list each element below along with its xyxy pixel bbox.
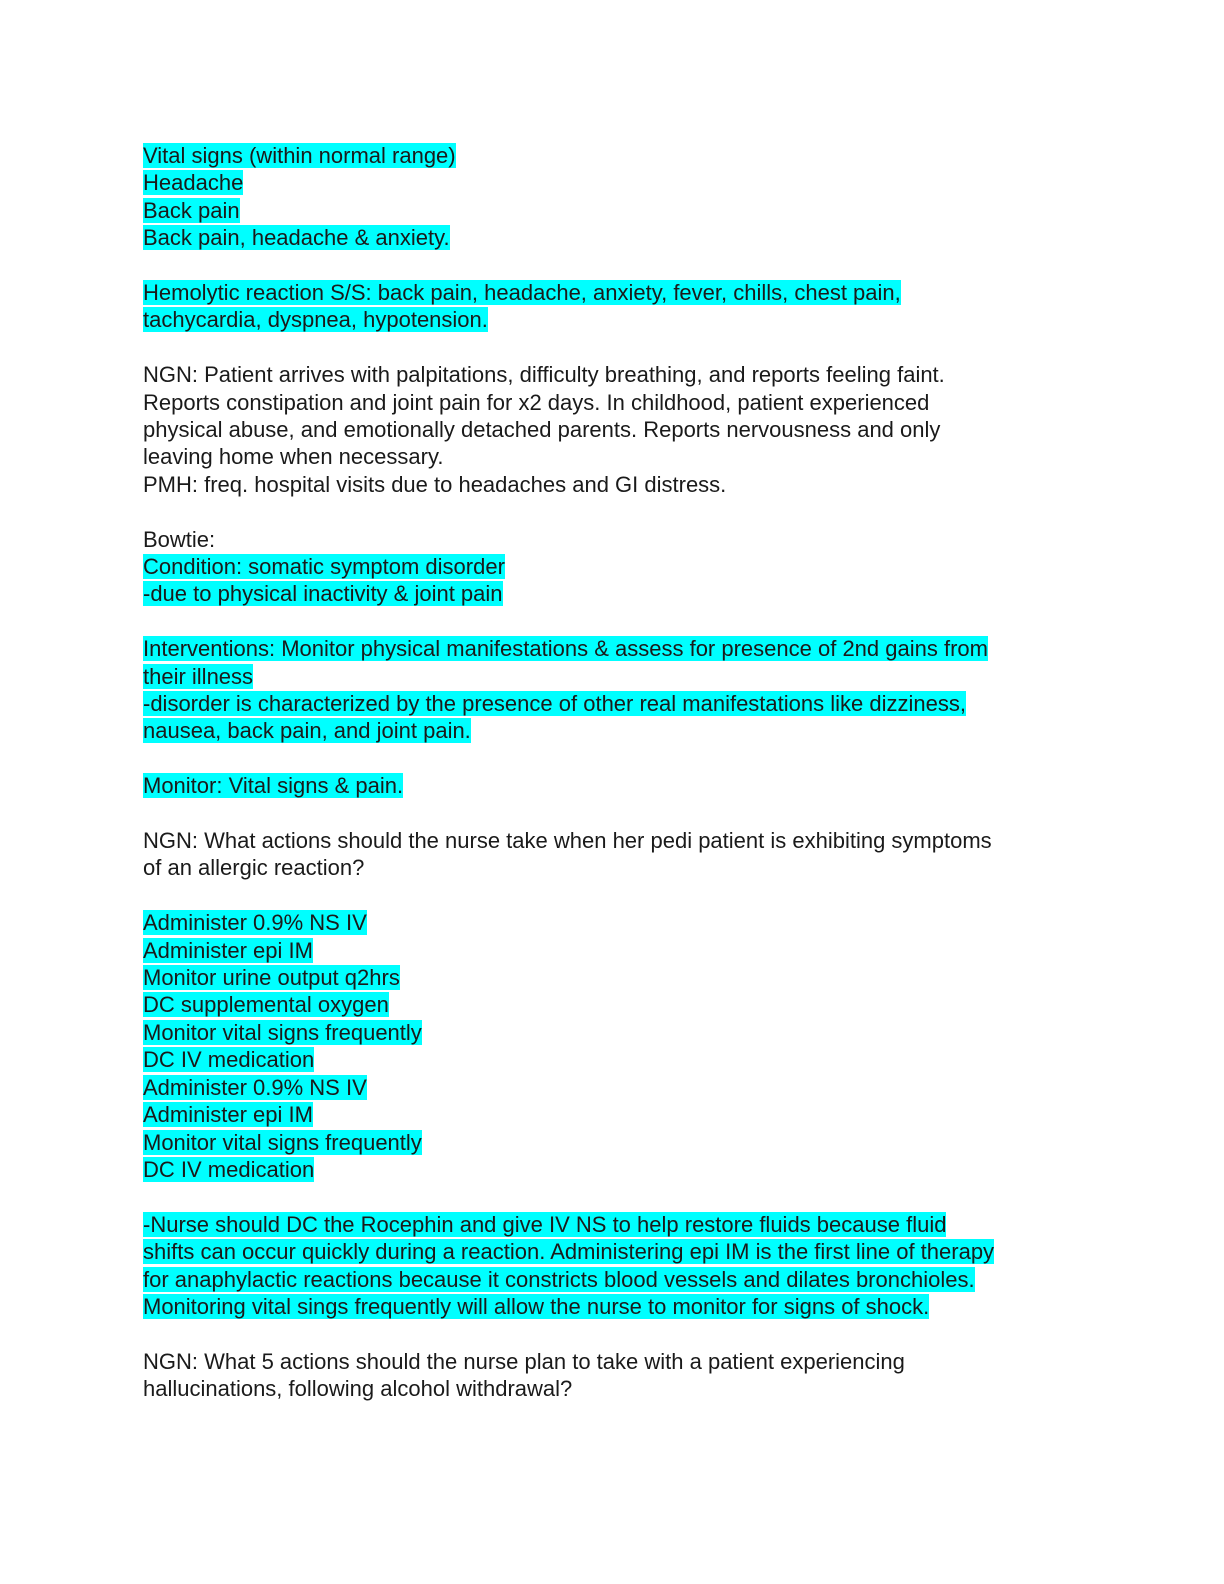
highlighted-text: nausea, back pain, and joint pain. <box>143 718 471 744</box>
text-line <box>143 1238 1083 1265</box>
text-line <box>143 443 1083 470</box>
text-line <box>143 361 1083 388</box>
text-line <box>143 1101 1083 1128</box>
text-line <box>143 306 1083 333</box>
text-line <box>143 279 1083 306</box>
highlighted-text: DC IV medication <box>143 1156 315 1182</box>
highlighted-text: Back pain <box>143 197 240 223</box>
text-line <box>143 1074 1083 1101</box>
body-text: Bowtie: <box>143 526 216 552</box>
text-line <box>143 854 1083 881</box>
paragraph <box>143 1348 1083 1403</box>
body-text: Reports constipation and joint pain for x2 days. In childhood, patient experienced <box>143 389 930 415</box>
highlighted-text: Administer epi IM <box>143 1102 313 1128</box>
text-line <box>143 224 1083 251</box>
text-line <box>143 169 1083 196</box>
text-line <box>143 1293 1083 1320</box>
highlighted-text: tachycardia, dyspnea, hypotension. <box>143 307 488 333</box>
highlighted-text: Hemolytic reaction S/S: back pain, headache, anxiety, fever, chills, chest pain, <box>143 280 901 306</box>
paragraph <box>143 827 1083 882</box>
text-line <box>143 1129 1083 1156</box>
paragraph <box>143 772 1083 799</box>
body-text: NGN: What 5 actions should the nurse plan to take with a patient experiencing <box>143 1348 905 1374</box>
highlighted-text: Condition: somatic symptom disorder <box>143 554 505 580</box>
paragraph <box>143 1211 1083 1321</box>
text-line <box>143 526 1083 553</box>
highlighted-text: Administer epi IM <box>143 937 313 963</box>
highlighted-text: Interventions: Monitor physical manifestations & assess for presence of 2nd gains from <box>143 636 988 662</box>
text-line <box>143 937 1083 964</box>
text-line <box>143 663 1083 690</box>
paragraph <box>143 635 1083 745</box>
paragraph <box>143 142 1083 252</box>
highlighted-text: -Nurse should DC the Rocephin and give IV NS to help restore fluids because fluid <box>143 1211 947 1237</box>
text-line <box>143 1046 1083 1073</box>
highlighted-text: -due to physical inactivity & joint pain <box>143 581 503 607</box>
highlighted-text: Back pain, headache & anxiety. <box>143 225 450 251</box>
highlighted-text: DC supplemental oxygen <box>143 992 389 1018</box>
text-line <box>143 772 1083 799</box>
highlighted-text: Vital signs (within normal range) <box>143 143 456 168</box>
highlighted-text: Headache <box>143 170 244 196</box>
highlighted-text: -disorder is characterized by the presence of other real manifestations like dizziness, <box>143 691 966 717</box>
highlighted-text: Monitor vital signs frequently <box>143 1129 422 1155</box>
paragraph <box>143 361 1083 498</box>
text-line <box>143 580 1083 607</box>
text-line <box>143 690 1083 717</box>
highlighted-text: Monitoring vital sings frequently will allow the nurse to monitor for signs of shock. <box>143 1293 930 1319</box>
text-line <box>143 1348 1083 1375</box>
highlighted-text: Administer 0.9% NS IV <box>143 1074 367 1100</box>
text-line <box>143 717 1083 744</box>
text-line <box>143 635 1083 662</box>
text-line <box>143 197 1083 224</box>
highlighted-text: shifts can occur quickly during a reaction. Administering epi IM is the first line of therapy <box>143 1239 995 1265</box>
body-text: PMH: freq. hospital visits due to headaches and GI distress. <box>143 471 727 497</box>
text-line <box>143 991 1083 1018</box>
text-line <box>143 553 1083 580</box>
body-text: NGN: Patient arrives with palpitations, difficulty breathing, and reports feeling faint. <box>143 362 945 388</box>
highlighted-text: their illness <box>143 663 254 689</box>
document-body <box>143 142 1083 1403</box>
highlighted-text: Administer 0.9% NS IV <box>143 910 367 936</box>
text-line <box>143 827 1083 854</box>
paragraph <box>143 909 1083 1183</box>
highlighted-text: DC IV medication <box>143 1047 315 1073</box>
text-line <box>143 1266 1083 1293</box>
highlighted-text: Monitor: Vital signs & pain. <box>143 773 404 799</box>
body-text: leaving home when necessary. <box>143 444 444 470</box>
text-line <box>143 471 1083 498</box>
text-line <box>143 1375 1083 1402</box>
text-line <box>143 1019 1083 1046</box>
paragraph <box>143 526 1083 608</box>
text-line <box>143 1211 1083 1238</box>
highlighted-text: Monitor urine output q2hrs <box>143 965 400 991</box>
text-line <box>143 416 1083 443</box>
text-line <box>143 964 1083 991</box>
body-text: NGN: What actions should the nurse take when her pedi patient is exhibiting symptoms <box>143 828 992 854</box>
text-line <box>143 389 1083 416</box>
paragraph <box>143 279 1083 334</box>
highlighted-text: for anaphylactic reactions because it constricts blood vessels and dilates bronchioles. <box>143 1266 975 1292</box>
body-text: physical abuse, and emotionally detached parents. Reports nervousness and only <box>143 417 941 443</box>
text-line <box>143 142 1083 169</box>
body-text: hallucinations, following alcohol withdrawal? <box>143 1376 573 1402</box>
text-line <box>143 909 1083 936</box>
text-line <box>143 1156 1083 1183</box>
body-text: of an allergic reaction? <box>143 855 365 881</box>
highlighted-text: Monitor vital signs frequently <box>143 1019 422 1045</box>
